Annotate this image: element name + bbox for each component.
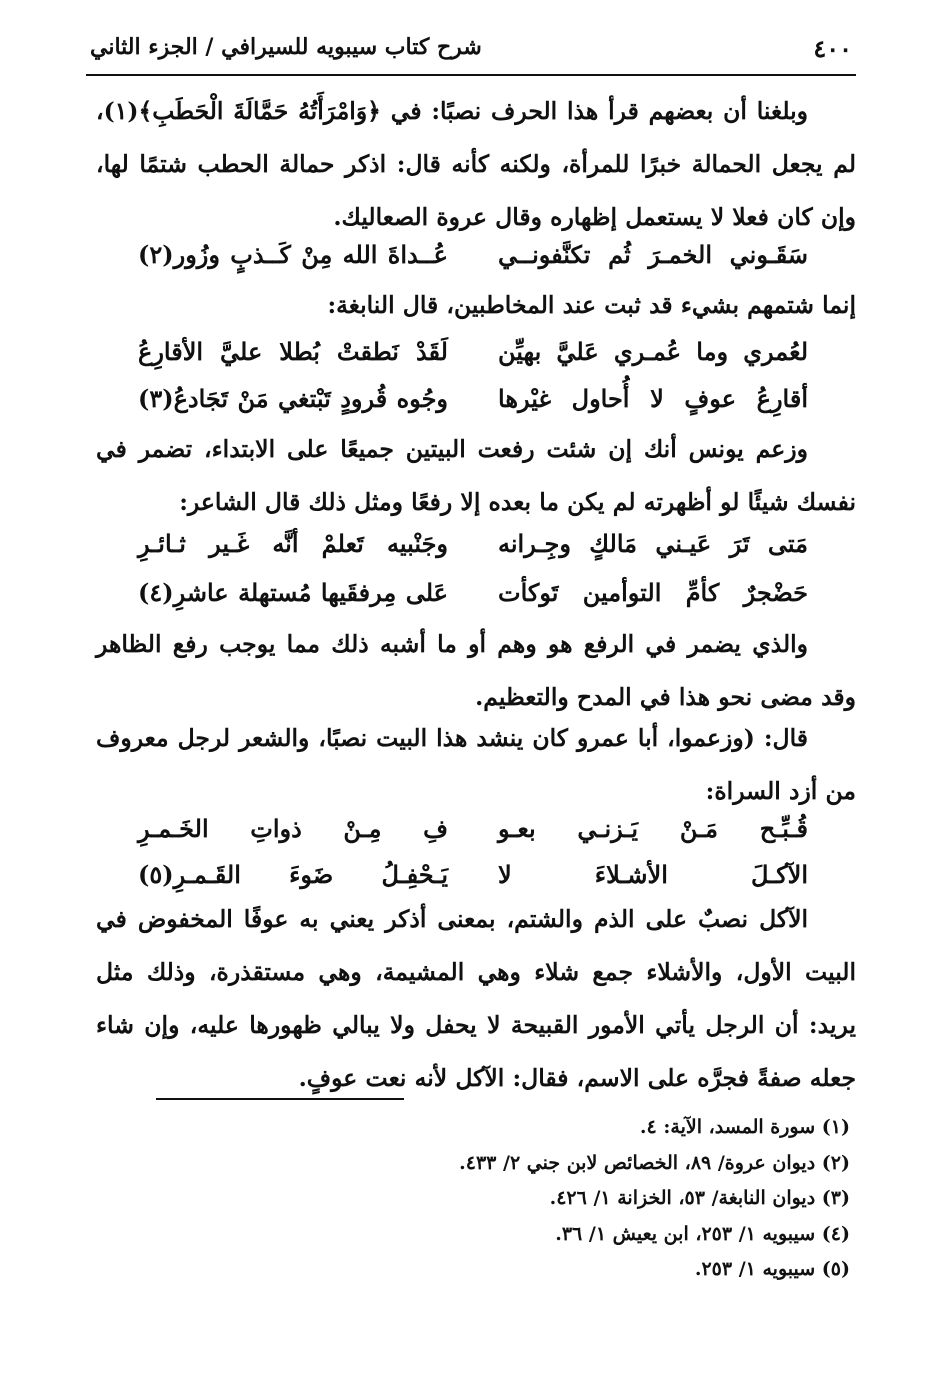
footnote: (١) سورة المسد، الآية: ٤. bbox=[639, 1116, 850, 1138]
paragraph-6 bbox=[96, 893, 856, 1105]
paragraph-text: الآكل نصبٌ على الذم والشتم، بمعنى أذكر يعني به عوفًا المخفوض في البيت الأول، والأشلاء جمع شلاء وهي المشيمة، وهي مستقذرة، وذلك مثل يريد: أن الرجل يأتي الأمور القبيحة لا يحفل ولا يبالي ظهورها عليه، وإن شاء جعله صفةً فجرَّه على الاسم، فقال: الآكل لأنه نعت عوفٍ. bbox=[96, 905, 856, 1092]
verse-hemistich: أقارِعُ عوفٍ لا أُحاول غيْرها bbox=[498, 384, 808, 413]
verse-line-3 bbox=[138, 376, 808, 429]
paragraph-text: وبلغنا أن بعضهم قرأ هذا الحرف نصبًا: في ﴿وَامْرَأَتُهُ حَمَّالَةَ الْحَطَبِ﴾(١)، لم يجعل الحمالة خبرًا للمرأة، ولكنه كأنه قال: اذكر حمالة الحطب شتمًا لها، وإن كان فعلا لا يستعمل إظهاره وقال عروة الصعاليك. bbox=[96, 97, 856, 231]
verse-hemistich: عُــداةَ الله مِنْ كَــذبٍ وزُور(٢) bbox=[138, 240, 448, 269]
verse-hemistich: وجُوه قُرودٍ تَبْتغي مَنْ تَجَادعُ(٣) bbox=[138, 384, 448, 413]
running-title: شرح كتاب سيبويه للسيرافي / الجزء الثاني bbox=[90, 34, 482, 60]
verse-hemistich: سَقَـوني الخمـرَ ثُم تكنَّفونــي bbox=[498, 240, 808, 269]
verse-hemistich: يَـحْفِـلُ ضَوءَ القَـمـرِ(٥) bbox=[138, 860, 448, 889]
footnotes bbox=[90, 1110, 850, 1288]
paragraph-text: إنما شتمهم بشيء قد ثبت عند المخاطبين، قال النابغة: bbox=[327, 291, 856, 319]
paragraph-text: وزعم يونس أنك إن شئت رفعت البيتين جميعًا على الابتداء، تضمر في نفسك شيئًا لو أظهرته لم يكن ما بعده إلا رفعًا ومثل ذلك قال الشاعر: bbox=[96, 435, 856, 516]
verse-hemistich: لعُمري وما عُمـري عَليَّ بهيِّن bbox=[498, 337, 808, 366]
paragraph-text: قال: (وزعموا، أبا عمرو كان ينشد هذا البيت نصبًا، والشعر لرجل معروف من أزد السراة: bbox=[96, 724, 856, 805]
paragraph-3 bbox=[96, 423, 856, 529]
verse-hemistich: وجَنْبيه تَعلمْ أنَّه غَـير ثـائـرِ bbox=[138, 529, 448, 558]
footnote: (٥) سيبويه ١/ ٢٥٣. bbox=[694, 1258, 850, 1280]
paragraph-text: والذي يضمر في الرفع هو وهم أو ما أشبه ذلك مما يوجب رفع الظاهر وقد مضى نحو هذا في المدح والتعظيم. bbox=[96, 630, 856, 711]
verse-hemistich: قُـبِّـح مَـنْ يَـزنـي بعـو bbox=[498, 814, 808, 843]
verse-hemistich: فِ مِـنْ ذواتِ الخَـمـرِ bbox=[138, 814, 448, 843]
footnote-divider bbox=[156, 1098, 404, 1100]
footnote: (٤) سيبويه ١/ ٢٥٣، ابن يعيش ١/ ٣٦. bbox=[555, 1222, 850, 1245]
paragraph-4 bbox=[96, 618, 856, 724]
verse-line-4 bbox=[138, 521, 808, 574]
verse-hemistich: الآكـلَ الأشـلاءَ لا bbox=[498, 860, 808, 889]
page-header bbox=[86, 28, 856, 76]
verse-hemistich: عَلى مِرفقَيها مُستهلة عاشرِ(٤) bbox=[138, 578, 448, 607]
verse-line-2 bbox=[138, 329, 808, 382]
page-number: ٤٠٠ bbox=[813, 34, 852, 63]
verse-hemistich: مَتى تَرَ عَيـني مَالكٍ وجِـرانه bbox=[498, 529, 808, 558]
paragraph-2 bbox=[96, 279, 856, 332]
paragraph-5 bbox=[96, 712, 856, 818]
verse-hemistich: لَقَدْ نَطقتْ بُطلا عليَّ الأقارِعُ bbox=[138, 337, 448, 366]
footnote: (٢) ديوان عروة/ ٨٩، الخصائص لابن جني ٢/ ٤٣٣. bbox=[459, 1151, 850, 1174]
footnote: (٣) ديوان النابغة/ ٥٣، الخزانة ١/ ٤٢٦. bbox=[549, 1187, 850, 1209]
verse-line-1 bbox=[138, 232, 808, 285]
verse-line-5 bbox=[138, 570, 808, 623]
verse-hemistich: حَضْجرٌ كأمِّ التوأمين تَوكأت bbox=[498, 578, 808, 607]
paragraph-1 bbox=[96, 85, 856, 244]
